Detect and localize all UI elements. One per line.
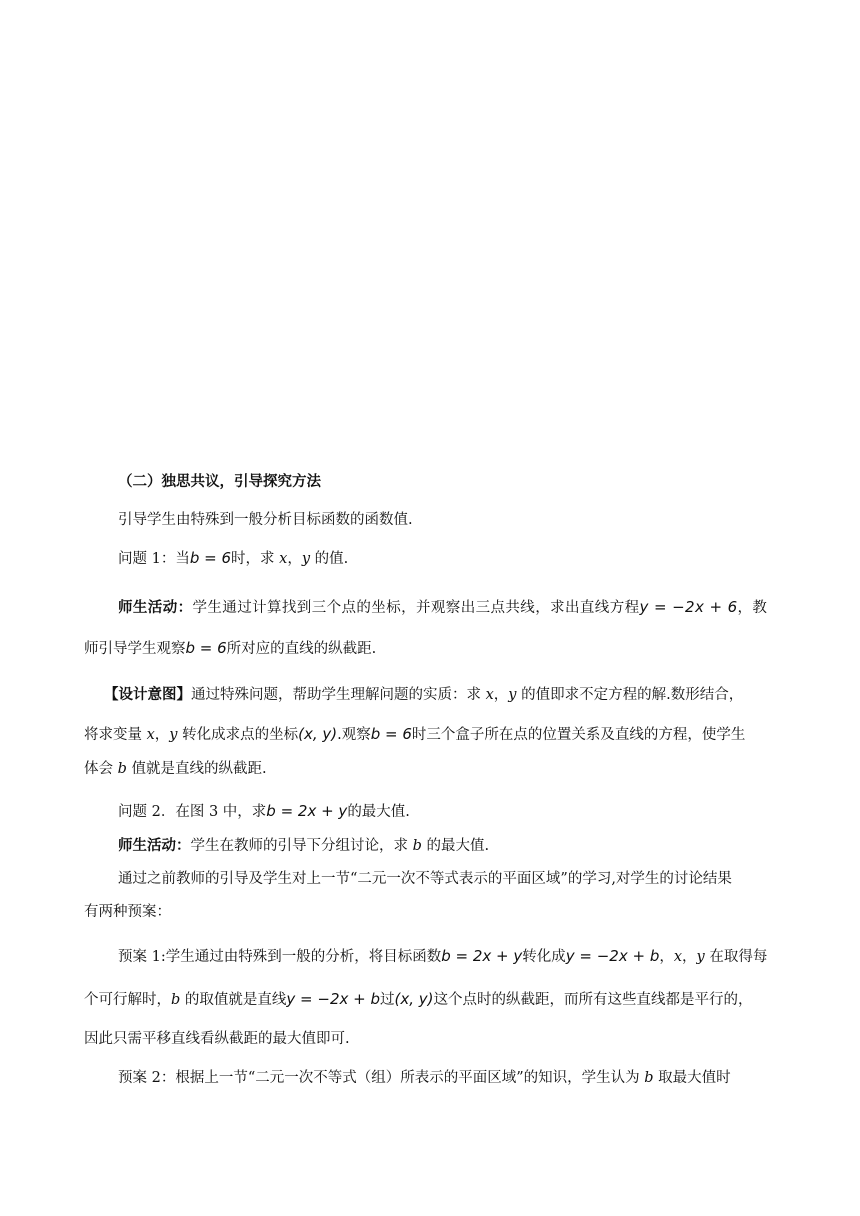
design-text: 通过特殊问题，帮助学生理解问题的实质：求: [191, 687, 486, 703]
activity-1-text-end: ，教: [737, 600, 768, 616]
activity-1-line-2: [84, 637, 774, 658]
formula-b-equals-6: b = 6: [185, 639, 227, 657]
activity-2-text: 的最大值.: [421, 838, 490, 854]
formula-b-equals-6: b = 6: [189, 549, 232, 567]
var-x: x: [673, 949, 683, 965]
question-1-prefix: 问题 1：当: [118, 551, 190, 567]
formula-point-xy: (x, y): [298, 725, 338, 743]
section-title: （二）独思共议，引导探究方法: [118, 474, 321, 490]
plan-1-text: 过: [380, 992, 395, 1008]
var-b: b: [644, 1070, 654, 1086]
separator: ，: [493, 687, 509, 703]
design-intent-line-2: [84, 723, 774, 744]
plan-2-text: 预案 2：根据上一节“二元一次不等式（组）所表示的平面区域”的知识，学生认为: [118, 1070, 645, 1086]
formula-objective: b = 2x + y: [266, 802, 348, 820]
formula-line-family: y = −2x + b: [286, 990, 381, 1008]
var-x: x: [279, 551, 288, 567]
design-intent-label: 【设计意图】: [104, 687, 191, 703]
var-y: y: [169, 727, 178, 743]
separator: ，: [154, 727, 170, 743]
activity-1-text: 学生通过计算找到三个点的坐标，并观察出三点共线，求出直线方程: [192, 600, 640, 616]
question-2: [118, 800, 808, 821]
activity-1-text-4: 所对应的直线的纵截距.: [226, 641, 377, 657]
plan-2-line-1: [118, 1066, 808, 1087]
var-b: b: [412, 838, 422, 854]
activity-label: 师生活动：: [118, 838, 191, 854]
var-y: y: [301, 551, 311, 567]
formula-line-equation: y = −2x + 6: [639, 598, 738, 616]
design-intent-line-3: [84, 757, 774, 778]
plan-1-text: 转化成: [522, 949, 566, 965]
separator: ，: [287, 551, 302, 567]
design-text: 将求变量: [84, 727, 147, 743]
design-text: .观察: [337, 727, 371, 743]
plan-1-line-3: 因此只需平移直线看纵截距的最大值即可.: [84, 1031, 350, 1047]
activity-label: 师生活动：: [118, 600, 193, 616]
formula-b-equals-6: b = 6: [370, 725, 412, 743]
activity-1-line-1: [118, 596, 808, 617]
var-b: b: [171, 992, 181, 1008]
var-b: b: [117, 761, 127, 777]
plan-2-text: 取最大值时: [653, 1070, 731, 1086]
activity-2: [118, 834, 808, 855]
paragraph-line-2: 有两种预案：: [84, 904, 171, 920]
activity-1-text-3: 师引导学生观察: [84, 641, 186, 657]
var-y: y: [508, 687, 517, 703]
question-2-prefix: 问题 2．在图 3 中，求: [118, 804, 267, 820]
question-1: [118, 547, 808, 568]
plan-1-text: 预案 1:学生通过由特殊到一般的分析，将目标函数: [118, 949, 442, 965]
plan-1-text: 个可行解时，: [84, 992, 171, 1008]
question-1-mid: 时，求: [231, 551, 280, 567]
plan-1-text: ，: [659, 949, 674, 965]
design-text: 值就是直线的纵截距.: [126, 761, 267, 777]
formula-point-xy: (x, y): [394, 990, 434, 1008]
paragraph-line-1: 通过之前教师的引导及学生对上一节“二元一次不等式表示的平面区域”的学习,对学生的讨论结果: [118, 871, 732, 887]
plan-1-text: 的取值就是直线: [180, 992, 287, 1008]
design-text: 转化成求点的坐标: [177, 727, 299, 743]
plan-1-line-2: [84, 988, 774, 1009]
plan-1-line-1: [118, 945, 808, 966]
formula-line-family: y = −2x + b: [565, 947, 660, 965]
var-x: x: [485, 687, 494, 703]
separator: ，: [682, 949, 697, 965]
plan-1-text: 在取得每: [704, 949, 768, 965]
design-text: 的值即求不定方程的解.数形结合，: [516, 687, 744, 703]
design-text: 时三个盒子所在点的位置关系及直线的方程，使学生: [411, 727, 746, 743]
question-1-suffix: 的值.: [310, 551, 349, 567]
design-text: 体会: [84, 761, 118, 777]
activity-2-text: 学生在教师的引导下分组讨论，求: [190, 838, 413, 854]
var-x: x: [146, 727, 155, 743]
var-y: y: [696, 949, 705, 965]
plan-1-text: 这个点时的纵截距，而所有这些直线都是平行的，: [433, 992, 753, 1008]
design-intent-line-1: [104, 683, 794, 704]
question-2-suffix: 的最大值.: [347, 804, 410, 820]
formula-objective: b = 2x + y: [441, 947, 523, 965]
intro-paragraph: 引导学生由特殊到一般分析目标函数的函数值.: [118, 512, 413, 528]
